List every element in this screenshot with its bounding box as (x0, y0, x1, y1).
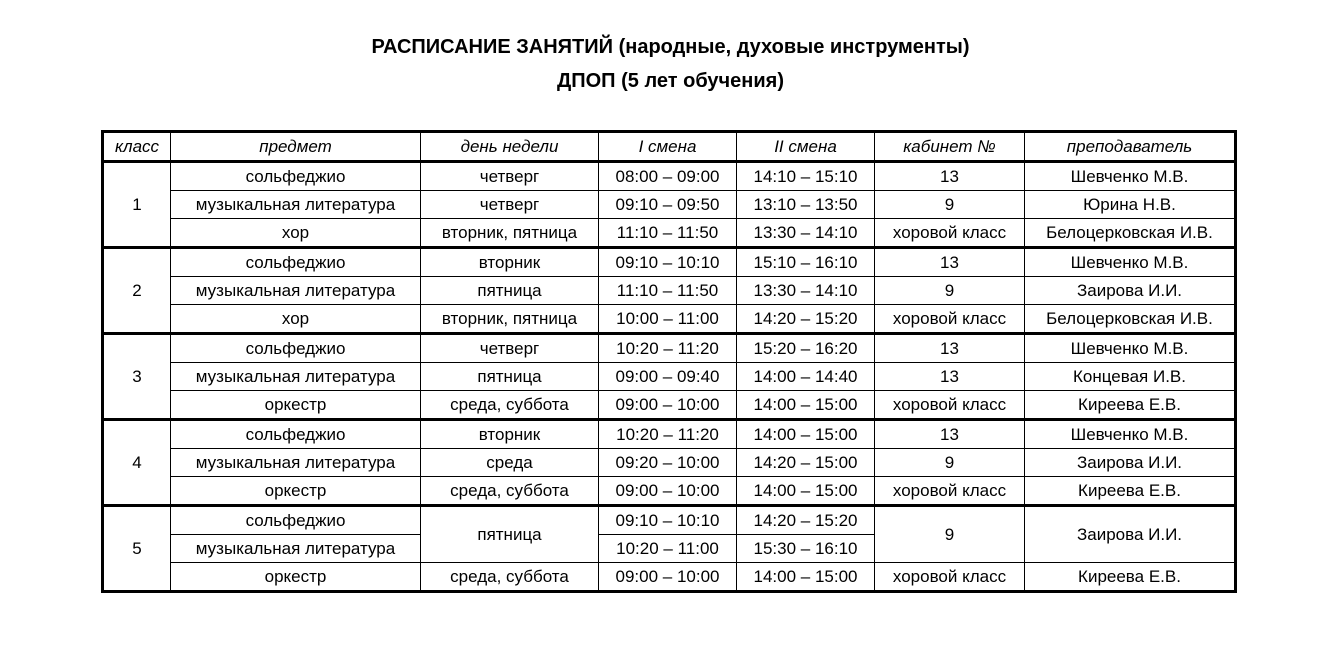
class-number: 2 (103, 248, 171, 334)
shift2-cell: 14:10 – 15:10 (737, 162, 875, 191)
room-cell: 9 (875, 277, 1025, 305)
shift1-cell: 09:00 – 09:40 (599, 363, 737, 391)
header-subject: предмет (171, 132, 421, 162)
table-row (103, 305, 1236, 334)
shift2-cell: 14:00 – 15:00 (737, 563, 875, 592)
room-cell: 9 (875, 506, 1025, 563)
shift1-cell: 09:00 – 10:00 (599, 563, 737, 592)
room-cell: 13 (875, 248, 1025, 277)
page-title: РАСПИСАНИЕ ЗАНЯТИЙ (народные, духовые инструменты) (371, 36, 970, 58)
room-cell: 13 (875, 334, 1025, 363)
teacher-cell: Заирова И.И. (1025, 277, 1236, 305)
day-cell: вторник, пятница (421, 305, 599, 334)
table-row (103, 162, 1236, 191)
table-row (103, 248, 1236, 277)
day-cell: среда (421, 449, 599, 477)
room-cell: 9 (875, 449, 1025, 477)
day-cell: пятница (421, 277, 599, 305)
room-cell: 13 (875, 420, 1025, 449)
shift2-cell: 13:30 – 14:10 (737, 219, 875, 248)
shift1-cell: 08:00 – 09:00 (599, 162, 737, 191)
subject-cell: музыкальная литература (171, 191, 421, 219)
shift1-cell: 09:00 – 10:00 (599, 477, 737, 506)
table-row (103, 334, 1236, 363)
day-cell: вторник (421, 248, 599, 277)
table-row (103, 477, 1236, 506)
room-cell: хоровой класс (875, 563, 1025, 592)
subject-cell: оркестр (171, 391, 421, 420)
room-cell: 13 (875, 363, 1025, 391)
teacher-cell: Белоцерковская И.В. (1025, 219, 1236, 248)
teacher-cell: Шевченко М.В. (1025, 420, 1236, 449)
subject-cell: оркестр (171, 477, 421, 506)
teacher-cell: Шевченко М.В. (1025, 334, 1236, 363)
room-cell: хоровой класс (875, 391, 1025, 420)
shift2-cell: 14:00 – 14:40 (737, 363, 875, 391)
subject-cell: сольфеджио (171, 334, 421, 363)
table-row (103, 363, 1236, 391)
day-cell: пятница (421, 363, 599, 391)
table-row (103, 563, 1236, 592)
shift1-cell: 09:10 – 10:10 (599, 506, 737, 535)
class-number: 4 (103, 420, 171, 506)
shift2-cell: 14:20 – 15:20 (737, 506, 875, 535)
shift2-cell: 13:10 – 13:50 (737, 191, 875, 219)
shift1-cell: 10:20 – 11:20 (599, 420, 737, 449)
room-cell: 13 (875, 162, 1025, 191)
shift2-cell: 14:20 – 15:00 (737, 449, 875, 477)
shift1-cell: 10:20 – 11:00 (599, 535, 737, 563)
teacher-cell: Шевченко М.В. (1025, 248, 1236, 277)
table-row (103, 277, 1236, 305)
table-row (103, 219, 1236, 248)
schedule-table (101, 130, 1237, 593)
subject-cell: сольфеджио (171, 248, 421, 277)
teacher-cell: Заирова И.И. (1025, 449, 1236, 477)
shift1-cell: 11:10 – 11:50 (599, 277, 737, 305)
class-number: 3 (103, 334, 171, 420)
room-cell: хоровой класс (875, 305, 1025, 334)
table-row (103, 191, 1236, 219)
day-cell: среда, суббота (421, 391, 599, 420)
subject-cell: сольфеджио (171, 506, 421, 535)
day-cell: среда, суббота (421, 563, 599, 592)
header-row (103, 132, 1236, 162)
room-cell: хоровой класс (875, 477, 1025, 506)
shift1-cell: 09:10 – 09:50 (599, 191, 737, 219)
class-number: 5 (103, 506, 171, 592)
subject-cell: оркестр (171, 563, 421, 592)
teacher-cell: Концевая И.В. (1025, 363, 1236, 391)
subject-cell: музыкальная литература (171, 277, 421, 305)
page-subtitle: ДПОП (5 лет обучения) (557, 70, 784, 92)
teacher-cell: Киреева Е.В. (1025, 391, 1236, 420)
subject-cell: музыкальная литература (171, 449, 421, 477)
day-cell: вторник, пятница (421, 219, 599, 248)
room-cell: хоровой класс (875, 219, 1025, 248)
shift2-cell: 15:30 – 16:10 (737, 535, 875, 563)
teacher-cell: Шевченко М.В. (1025, 162, 1236, 191)
class-number: 1 (103, 162, 171, 248)
subject-cell: музыкальная литература (171, 535, 421, 563)
subject-cell: музыкальная литература (171, 363, 421, 391)
header-shift-2: II смена (737, 132, 875, 162)
shift1-cell: 09:10 – 10:10 (599, 248, 737, 277)
day-cell: пятница (421, 506, 599, 563)
header-teacher: преподаватель (1025, 132, 1236, 162)
table-row (103, 449, 1236, 477)
teacher-cell: Юрина Н.В. (1025, 191, 1236, 219)
shift2-cell: 15:20 – 16:20 (737, 334, 875, 363)
teacher-cell: Заирова И.И. (1025, 506, 1236, 563)
shift1-cell: 10:20 – 11:20 (599, 334, 737, 363)
day-cell: четверг (421, 334, 599, 363)
day-cell: четверг (421, 191, 599, 219)
title-block (0, 30, 1341, 98)
subject-cell: хор (171, 305, 421, 334)
subject-cell: хор (171, 219, 421, 248)
table-row (103, 420, 1236, 449)
room-cell: 9 (875, 191, 1025, 219)
shift2-cell: 14:00 – 15:00 (737, 420, 875, 449)
table-row (103, 506, 1236, 535)
shift2-cell: 14:20 – 15:20 (737, 305, 875, 334)
teacher-cell: Киреева Е.В. (1025, 477, 1236, 506)
day-cell: среда, суббота (421, 477, 599, 506)
teacher-cell: Белоцерковская И.В. (1025, 305, 1236, 334)
teacher-cell: Киреева Е.В. (1025, 563, 1236, 592)
header-day: день недели (421, 132, 599, 162)
header-class: класс (103, 132, 171, 162)
shift2-cell: 14:00 – 15:00 (737, 391, 875, 420)
day-cell: вторник (421, 420, 599, 449)
day-cell: четверг (421, 162, 599, 191)
shift2-cell: 13:30 – 14:10 (737, 277, 875, 305)
shift2-cell: 14:00 – 15:00 (737, 477, 875, 506)
table-row (103, 391, 1236, 420)
shift1-cell: 10:00 – 11:00 (599, 305, 737, 334)
header-room: кабинет № (875, 132, 1025, 162)
subject-cell: сольфеджио (171, 162, 421, 191)
shift1-cell: 09:20 – 10:00 (599, 449, 737, 477)
shift2-cell: 15:10 – 16:10 (737, 248, 875, 277)
header-shift-1: I смена (599, 132, 737, 162)
subject-cell: сольфеджио (171, 420, 421, 449)
shift1-cell: 11:10 – 11:50 (599, 219, 737, 248)
shift1-cell: 09:00 – 10:00 (599, 391, 737, 420)
